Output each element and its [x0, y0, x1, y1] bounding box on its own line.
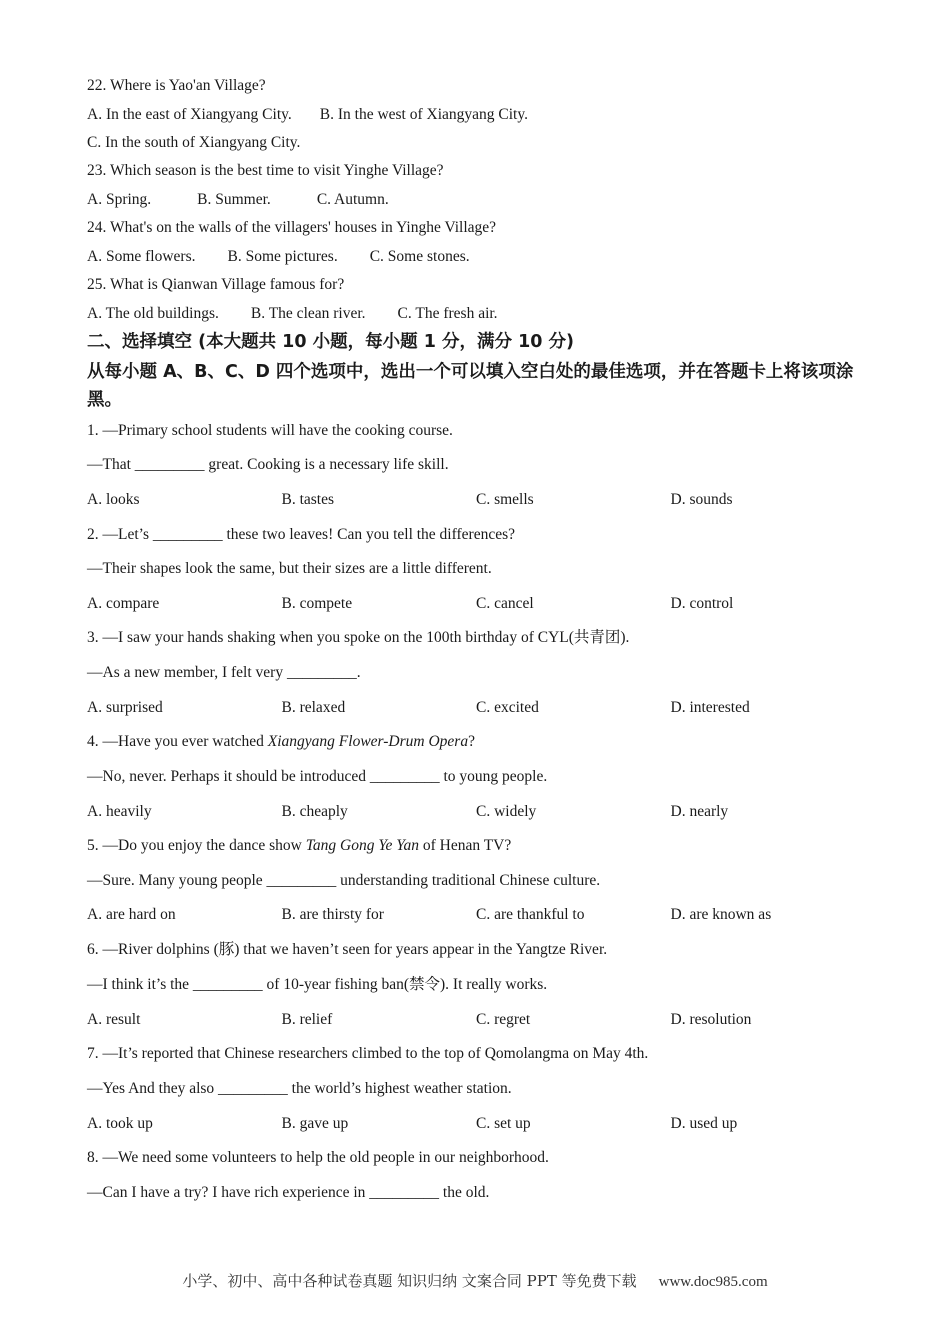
question-7-line1: 7. —It’s reported that Chinese researchers climbed to the top of Qomolangma on May 4th. [87, 1045, 649, 1062]
question-1-line2: —That _________ great. Cooking is a necessary life skill. [87, 456, 449, 473]
question-6-line1: 6. —River dolphins (豚) that we haven’t seen for years appear in the Yangtze River. [87, 941, 608, 958]
option-d: D. sounds [670, 491, 733, 508]
option-c: C. set up [476, 1115, 531, 1132]
question-23-stem: 23. Which season is the best time to visit Yinghe Village? [87, 162, 444, 179]
footer-text: 小学、初中、高中各种试卷真题 知识归纳 文案合同 PPT 等免费下载 [182, 1272, 637, 1290]
question-6-options [87, 1010, 867, 1030]
question-8-line2: —Can I have a try? I have rich experience in _________ the old. [87, 1184, 490, 1201]
option-b: B. are thirsty for [281, 906, 384, 923]
question-23-options [87, 190, 417, 210]
question-8-line1: 8. —We need some volunteers to help the old people in our neighborhood. [87, 1149, 549, 1166]
option-a: A. Some flowers. [87, 248, 196, 265]
option-b: B. relaxed [281, 699, 346, 716]
question-5-text: 5. —Do you enjoy the dance show [87, 837, 306, 854]
option-c: C. are thankful to [476, 906, 585, 923]
option-c: C. Some stones. [369, 248, 470, 265]
option-d: D. used up [670, 1115, 738, 1132]
option-d: D. are known as [670, 906, 772, 923]
question-22-stem: 22. Where is Yao'an Village? [87, 77, 266, 94]
option-c: C. excited [476, 699, 539, 716]
option-d: D. control [670, 595, 734, 612]
question-4-line1 [87, 732, 475, 752]
question-22-options-row1 [87, 105, 556, 125]
question-3-line2: —As a new member, I felt very _________. [87, 664, 361, 681]
question-2-options [87, 594, 867, 614]
option-a: A. compare [87, 595, 160, 612]
question-4-title: Xiangyang Flower-Drum Opera [267, 733, 469, 750]
question-24-options [87, 247, 498, 267]
question-7-options [87, 1114, 867, 1134]
option-b: B. Some pictures. [227, 248, 338, 265]
option-a: A. surprised [87, 699, 163, 716]
question-1-line1: 1. —Primary school students will have the cooking course. [87, 422, 453, 439]
option-a: A. Spring. [87, 191, 152, 208]
option-d: D. interested [670, 699, 750, 716]
option-b: B. gave up [281, 1115, 349, 1132]
question-5-line2: —Sure. Many young people _________ understanding traditional Chinese culture. [87, 872, 601, 889]
question-5-title: Tang Gong Ye Yan [305, 837, 419, 854]
question-7-line2: —Yes And they also _________ the world’s highest weather station. [87, 1080, 512, 1097]
option-c: C. Autumn. [316, 191, 389, 208]
question-6-line2: —I think it’s the _________ of 10-year fishing ban(禁令). It really works. [87, 976, 548, 993]
option-a: A. heavily [87, 803, 152, 820]
option-c: C. widely [476, 803, 537, 820]
option-a: A. result [87, 1011, 141, 1028]
question-3-line1: 3. —I saw your hands shaking when you spoke on the 100th birthday of CYL(共青团). [87, 629, 630, 646]
section-instruction: 从每小题 A、B、C、D 四个选项中，选出一个可以填入空白处的最佳选项，并在答题卡上将该项涂黑。 [87, 362, 854, 410]
question-24-stem: 24. What's on the walls of the villagers' houses in Yinghe Village? [87, 219, 497, 236]
option-c: C. The fresh air. [397, 305, 498, 322]
question-4-text: 4. —Have you ever watched [87, 733, 268, 750]
question-2-line2: —Their shapes look the same, but their sizes are a little different. [87, 560, 492, 577]
option-b: B. cheaply [281, 803, 348, 820]
option-b: B. tastes [281, 491, 335, 508]
option-a: A. In the east of Xiangyang City. [87, 106, 292, 123]
option-b: B. Summer. [197, 191, 271, 208]
option-b: B. relief [281, 1011, 333, 1028]
question-25-stem: 25. What is Qianwan Village famous for? [87, 276, 345, 293]
question-2-line1: 2. —Let’s _________ these two leaves! Can you tell the differences? [87, 526, 515, 543]
option-d: D. nearly [670, 803, 729, 820]
question-1-options [87, 490, 867, 510]
option-d: D. resolution [670, 1011, 752, 1028]
question-4-end: ? [468, 733, 475, 750]
option-b: B. In the west of Xiangyang City. [319, 106, 528, 123]
question-5-line1 [87, 836, 511, 856]
page-footer [0, 1270, 950, 1291]
option-c: C. regret [476, 1011, 531, 1028]
option-a: A. looks [87, 491, 140, 508]
question-3-options [87, 698, 867, 718]
question-4-line2: —No, never. Perhaps it should be introduced _________ to young people. [87, 768, 548, 785]
option-a: A. are hard on [87, 906, 176, 923]
option-a: A. took up [87, 1115, 153, 1132]
option-c: C. In the south of Xiangyang City. [87, 134, 301, 151]
option-a: A. The old buildings. [87, 305, 219, 322]
option-c: C. smells [476, 491, 534, 508]
question-4-options [87, 802, 867, 822]
option-b: B. compete [281, 595, 353, 612]
question-5-options [87, 905, 867, 925]
question-5-end: of Henan TV? [418, 837, 512, 854]
option-b: B. The clean river. [250, 305, 366, 322]
question-25-options [87, 304, 526, 324]
option-c: C. cancel [476, 595, 534, 612]
section-title: 二、选择填空 (本大题共 10 小题，每小题 1 分，满分 10 分) [87, 332, 575, 352]
footer-link[interactable]: www.doc985.com [658, 1274, 768, 1290]
